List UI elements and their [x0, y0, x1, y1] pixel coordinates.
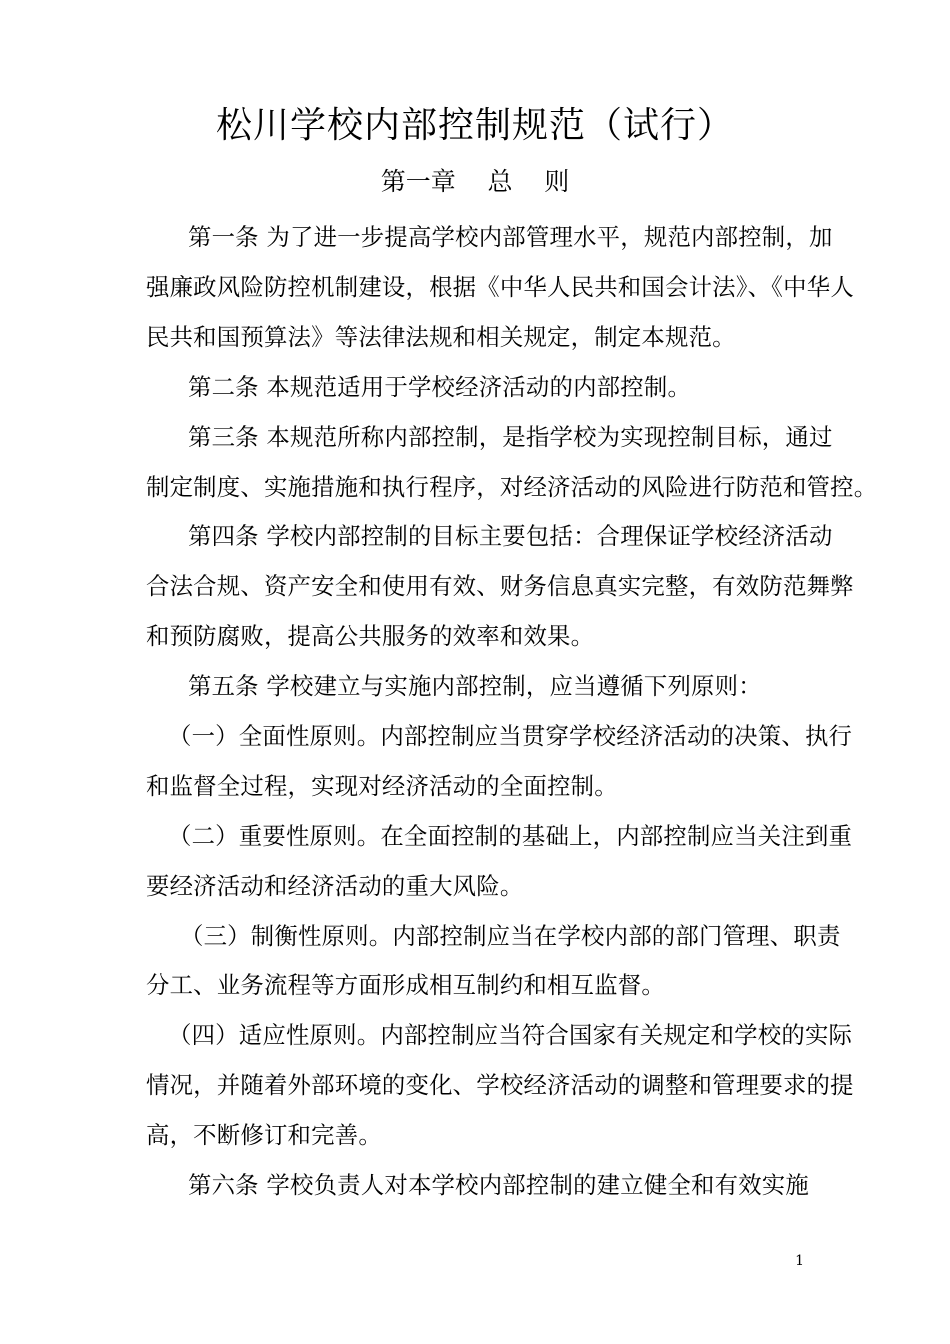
principle-3-line-1: （三）制衡性原则。内部控制应当在学校内部的部门管理、职责: [180, 922, 841, 950]
article-6-line-1: 第六条 学校负责人对本学校内部控制的建立健全和有效实施: [188, 1171, 809, 1199]
principle-2-line-1: （二）重要性原则。在全面控制的基础上，内部控制应当关注到重: [168, 822, 853, 850]
principle-3-line-2: 分工、业务流程等方面形成相互制约和相互监督。: [146, 971, 665, 999]
principle-4-line-2: 情况，并随着外部环境的变化、学校经济活动的调整和管理要求的提: [146, 1071, 854, 1099]
article-1-line-2: 强廉政风险防控机制建设，根据《中华人民共和国会计法》、《中华人: [146, 273, 854, 301]
principle-2-line-2: 要经济活动和经济活动的重大风险。: [146, 872, 524, 900]
article-3-line-2: 制定制度、实施措施和执行程序，对经济活动的风险进行防范和管控。: [146, 473, 878, 501]
article-4-line-2: 合法合规、资产安全和使用有效、财务信息真实完整，有效防范舞弊: [146, 572, 854, 600]
principle-1-line-1: （一）全面性原则。内部控制应当贯穿学校经济活动的决策、执行: [168, 722, 853, 750]
article-4-line-1: 第四条 学校内部控制的目标主要包括：合理保证学校经济活动: [188, 522, 833, 550]
article-5-line-1: 第五条 学校建立与实施内部控制，应当遵循下列原则：: [188, 672, 762, 700]
article-1-line-1: 第一条 为了进一步提高学校内部管理水平，规范内部控制，加: [188, 223, 833, 251]
principle-4-line-3: 高，不断修订和完善。: [146, 1121, 382, 1149]
principle-4-line-1: （四）适应性原则。内部控制应当符合国家有关规定和学校的实际: [168, 1021, 853, 1049]
article-4-line-3: 和预防腐败，提高公共服务的效率和效果。: [146, 622, 595, 650]
principle-1-line-2: 和监督全过程，实现对经济活动的全面控制。: [146, 772, 618, 800]
chapter-heading: 第一章 总 则: [380, 167, 570, 196]
document-title: 松川学校内部控制规范（试行）: [215, 105, 734, 146]
article-1-line-3: 民共和国预算法》等法律法规和相关规定，制定本规范。: [146, 323, 736, 351]
article-2-line-1: 第二条 本规范适用于学校经济活动的内部控制。: [188, 373, 692, 401]
article-3-line-1: 第三条 本规范所称内部控制，是指学校为实现控制目标，通过: [188, 423, 833, 451]
page-number: 1: [795, 1253, 804, 1269]
